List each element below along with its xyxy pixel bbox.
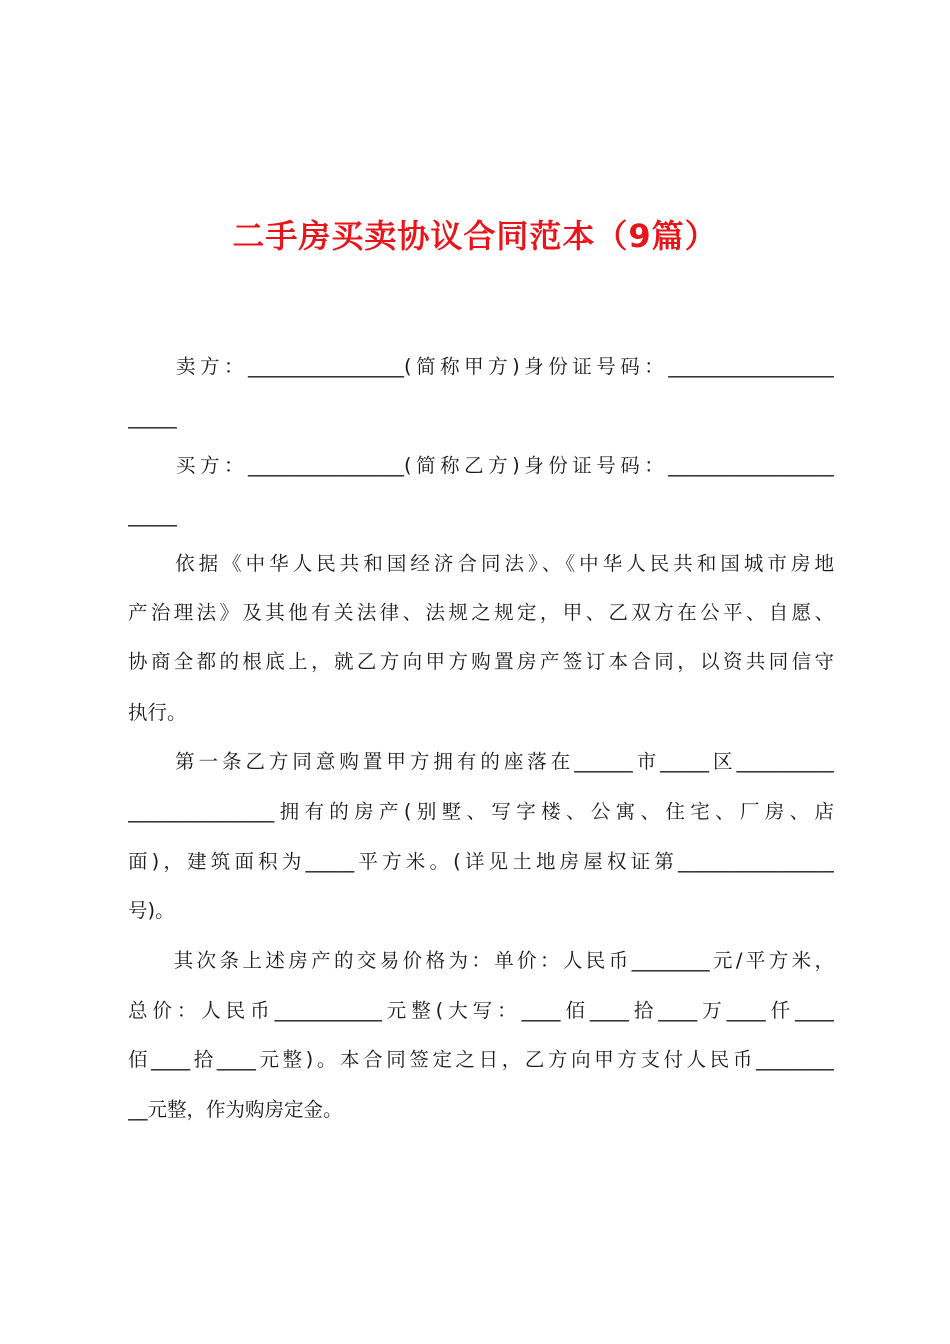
document-title: 二手房买卖协议合同范本（9篇）	[232, 217, 718, 255]
seller-line-continued: _____	[128, 406, 177, 429]
paragraph-line: 产治理法》及其他有关法律、法规之规定，甲、乙双方在公平、自愿、	[128, 601, 834, 624]
clause-1-line: 号)。	[128, 899, 175, 922]
seller-line: 卖方：________________(简称甲方)身份证号码：_________________	[128, 355, 834, 378]
buyer-line-continued: _____	[128, 504, 177, 527]
clause-2-line: 其次条上述房产的交易价格为：单价：人民币________元/平方米，	[128, 949, 834, 972]
paragraph-line: 依据《中华人民共和国经济合同法》、《中华人民共和国城市房地	[128, 552, 834, 575]
clause-2-line: __元整，作为购房定金。	[128, 1098, 343, 1121]
paragraph-line: 协商全都的根底上，就乙方向甲方购置房产签订本合同，以资共同信守	[128, 650, 834, 673]
clause-1-line: 第一条乙方同意购置甲方拥有的座落在______市_____区__________	[128, 750, 834, 773]
clause-1-line: _______________拥有的房产(别墅、写字楼、公寓、住宅、厂房、店	[128, 800, 834, 823]
clause-2-line: 佰____拾____元整)。本合同签定之日，乙方向甲方支付人民币________	[128, 1048, 834, 1071]
paragraph-line: 执行。	[128, 701, 187, 724]
clause-2-line: 总价：人民币___________元整(大写：____佰____拾____万____仟____	[128, 999, 834, 1022]
buyer-line: 买方：________________(简称乙方)身份证号码：_________________	[128, 454, 834, 477]
clause-1-line: 面)，建筑面积为_____平方米。(详见土地房屋权证第________________	[128, 850, 834, 873]
